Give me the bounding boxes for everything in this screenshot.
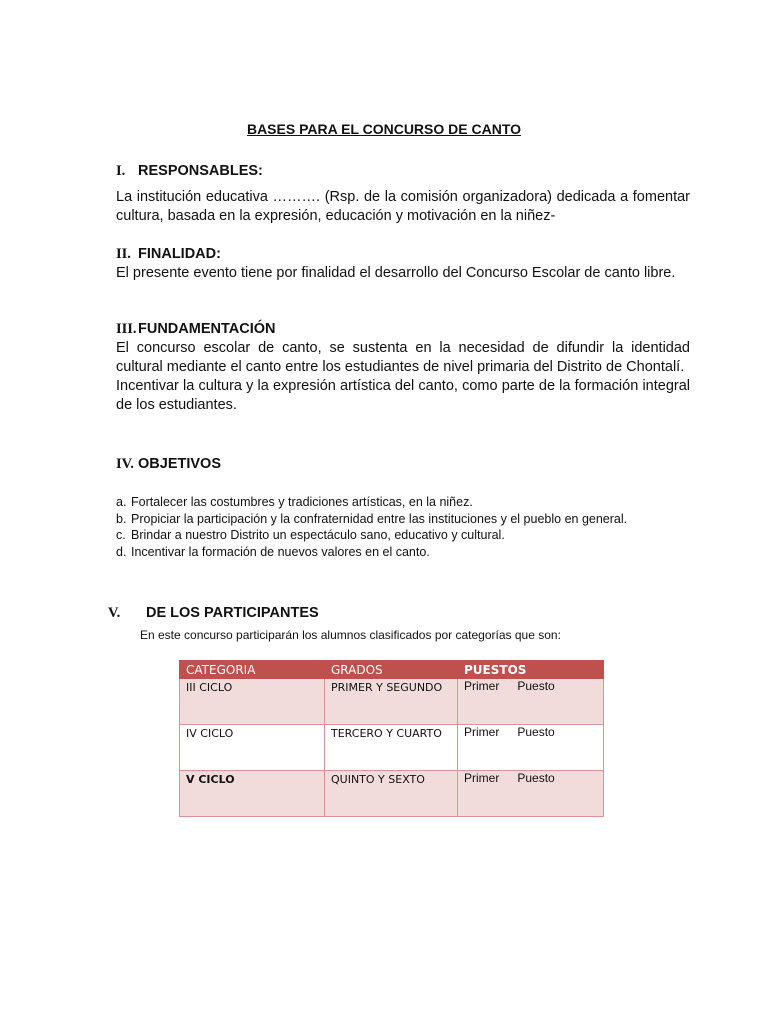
- finalidad-paragraph: El presente evento tiene por finalidad el desarrollo del Concurso Escolar de canto libre.: [116, 265, 676, 281]
- puesto-word: Puesto: [517, 679, 555, 693]
- list-item: [116, 544, 686, 561]
- puesto-word: Puesto: [517, 771, 555, 785]
- participantes-intro: En este concurso participarán los alumnos clasificados por categorías que son:: [140, 628, 561, 642]
- list-marker: b.: [116, 511, 127, 526]
- section-number: II.: [116, 246, 131, 262]
- list-marker: c.: [116, 528, 126, 542]
- puesto-word: Primer: [464, 771, 500, 785]
- responsables-paragraph: La institución educativa ………. (Rsp. de la comisión organizadora) dedicada a fomentar cultura, basada en la expresión, educación y motivación en la niñez-: [116, 189, 690, 224]
- list-item-text: Incentivar la formación de nuevos valores en el canto.: [131, 544, 430, 559]
- cell-grados: TERCERO Y CUARTO: [325, 725, 458, 771]
- cell-puestos: [458, 725, 604, 771]
- cell-grados: PRIMER Y SEGUNDO: [325, 679, 458, 725]
- puesto-word: Primer: [464, 725, 500, 739]
- list-item: [116, 527, 686, 544]
- document-title: BASES PARA EL CONCURSO DE CANTO: [246, 121, 522, 137]
- cell-categoria: IV CICLO: [180, 725, 325, 771]
- list-marker: d.: [116, 544, 127, 559]
- cell-puestos: [458, 771, 604, 817]
- section-title: RESPONSABLES:: [138, 163, 263, 179]
- table-header-row: [180, 661, 604, 679]
- section-heading-finalidad: [116, 246, 221, 263]
- list-marker: a.: [116, 495, 127, 509]
- cell-grados: QUINTO Y SEXTO: [325, 771, 458, 817]
- cell-categoria: V CICLO: [180, 771, 325, 817]
- puesto-word: Puesto: [517, 725, 555, 739]
- section-number: V.: [108, 605, 121, 621]
- section-title: OBJETIVOS: [138, 456, 221, 472]
- categories-table: [179, 660, 604, 817]
- list-item-text: Brindar a nuestro Distrito un espectáculo sano, educativo y cultural.: [131, 528, 505, 542]
- column-header-grados: GRADOS: [325, 661, 458, 679]
- section-number: IV.: [116, 456, 134, 472]
- objetivos-list: [116, 494, 686, 560]
- fundamentacion-text-2: Incentivar la cultura y la expresión artística del canto, como parte de la formación integral de los estudiantes.: [116, 378, 690, 413]
- fundamentacion-paragraph: [116, 339, 690, 415]
- table-row: [180, 679, 604, 725]
- list-item-text: Fortalecer las costumbres y tradiciones artísticas, en la niñez.: [131, 495, 473, 509]
- column-header-puestos: PUESTOS: [458, 661, 604, 679]
- puesto-word: Primer: [464, 679, 500, 693]
- list-item: [116, 494, 686, 511]
- fundamentacion-text-1: El concurso escolar de canto, se sustenta en la necesidad de difundir la identidad cultural mediante el canto entre los estudiantes de nivel primaria del Distrito de Chontalí.: [116, 340, 690, 375]
- section-number: I.: [116, 163, 126, 179]
- column-header-categoria: CATEGORIA: [180, 661, 325, 679]
- section-number: III.: [116, 321, 137, 337]
- section-heading-objetivos: [116, 456, 221, 473]
- section-title: FUNDAMENTACIÓN: [138, 321, 276, 337]
- section-heading-responsables: [116, 163, 263, 180]
- list-item: [116, 511, 686, 528]
- cell-puestos: [458, 679, 604, 725]
- section-title: FINALIDAD:: [138, 246, 221, 262]
- cell-categoria: III CICLO: [180, 679, 325, 725]
- section-heading-fundamentacion: [116, 321, 275, 338]
- section-title: DE LOS PARTICIPANTES: [146, 605, 319, 621]
- list-item-text: Propiciar la participación y la confraternidad entre las instituciones y el pueblo en general.: [131, 511, 628, 526]
- table-row: [180, 725, 604, 771]
- table-row: [180, 771, 604, 817]
- section-heading-participantes: [108, 605, 319, 622]
